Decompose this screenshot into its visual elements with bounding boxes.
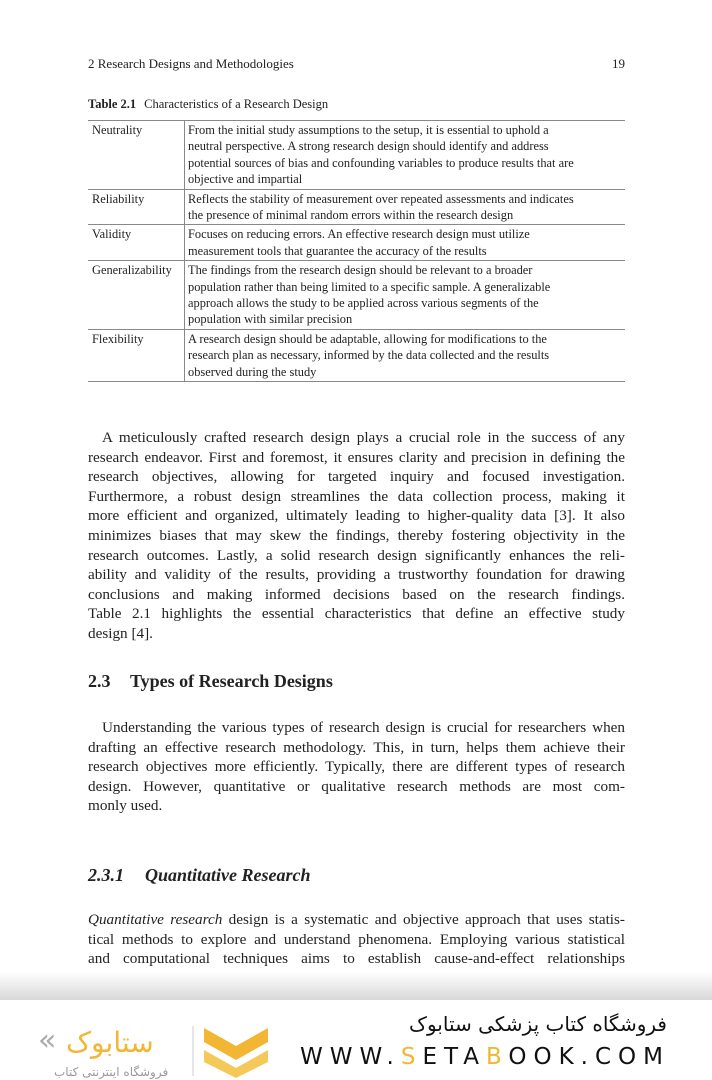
text-line: research outcomes. Lastly, a solid research design significantly enhances the reli- [88, 546, 625, 564]
subsection-heading [88, 865, 311, 886]
text-line: Understanding the various types of research design is crucial for researchers when [102, 719, 625, 736]
running-header-chapter: 2 Research Designs and Methodologies [88, 56, 294, 71]
description-line: From the initial study assumptions to the setup, it is essential to uphold a [188, 123, 549, 137]
paragraph-types-intro [88, 718, 625, 816]
characteristics-table [88, 120, 625, 382]
text-line: drafting an effective research methodology. This, in turn, helps them achieve their [88, 738, 625, 756]
text-line: research objectives, allowing for targeted inquiry and focused investigation. [88, 468, 625, 486]
paragraph-quantitative [88, 910, 625, 969]
text-line: design [4]. [88, 624, 153, 642]
description-line: population with similar precision [188, 312, 353, 327]
description-line: approach allows the study to be applied across various segments of the [188, 296, 539, 311]
characteristic-description [185, 261, 626, 330]
characteristic-description [185, 121, 626, 190]
text-line: minimizes biases that may skew the findings, thereby fostering objectivity in the [88, 526, 625, 544]
description-line: the presence of minimal random errors within the research design [188, 208, 514, 223]
description-line: population rather than being limited to a specific sample. A generalizable [188, 279, 551, 294]
table-title: Characteristics of a Research Design [144, 97, 329, 111]
characteristic-term: Validity [88, 225, 185, 261]
table-row [88, 329, 625, 381]
text-line: monly used. [88, 797, 163, 815]
url-part: S [400, 1044, 423, 1070]
table-caption [88, 97, 328, 112]
text: design is a systematic and objective approach that uses statis- [222, 911, 625, 928]
url-part: OOK.COM [508, 1044, 670, 1070]
table-row [88, 225, 625, 261]
setabook-logo [36, 1020, 276, 1080]
characteristic-description [185, 329, 626, 381]
url-part: WWW. [299, 1044, 401, 1070]
text-line: tical methods to explore and understand phenomena. Employing various statistical [88, 930, 625, 948]
characteristic-term: Flexibility [88, 329, 185, 381]
description-line: A research design should be adaptable, allowing for modifications to the [188, 331, 547, 346]
url-part: ETA [422, 1044, 487, 1070]
characteristic-term: Reliability [88, 189, 185, 225]
table-row [88, 261, 625, 330]
description-line: The findings from the research design should be relevant to a broader [188, 263, 533, 278]
watermark-footer [0, 1000, 712, 1079]
table-row [88, 189, 625, 225]
section-number: 2.3 [88, 671, 111, 691]
paragraph-research-design-role [88, 428, 625, 644]
description-line: potential sources of bias and confounding variables to produce results that are [188, 155, 574, 170]
description-line: observed during the study [188, 364, 317, 379]
table-label: Table 2.1 [88, 97, 137, 111]
characteristic-term: Neutrality [88, 121, 185, 190]
text-line: research objectives more efficiently. Typically, there are different types of research [88, 758, 625, 776]
table-row [88, 121, 625, 190]
page-number: 19 [612, 56, 625, 71]
store-name: فروشگاه کتاب پزشکی ستابوک [409, 1012, 667, 1036]
description-line: measurement tools that guarantee the accuracy of the results [188, 243, 487, 258]
logo-subtitle: فروشگاه اینترنتی کتاب [54, 1065, 169, 1079]
section-title: Types of Research Designs [130, 671, 333, 691]
bottom-fade [0, 972, 712, 1000]
logo-wordmark: ستابوک [66, 1026, 154, 1059]
text-line: ability and validity of the results, providing a trustworthy foundation for drawing [88, 566, 625, 584]
section-heading [88, 671, 333, 692]
description-line: Reflects the stability of measurement over repeated assessments and indicates [188, 191, 574, 206]
term-quantitative-research: Quantitative research [88, 911, 223, 928]
text-line: and computational techniques aims to establish cause-and-effect relationships [88, 950, 625, 968]
text-line: design. However, quantitative or qualitative research methods are most com- [88, 777, 625, 795]
text-line: more efficient and organized, ultimately leading to higher-quality data [3]. It also [88, 507, 625, 525]
description-line: objective and impartial [188, 172, 303, 187]
store-url[interactable] [300, 1044, 670, 1070]
subsection-number: 2.3.1 [88, 865, 124, 885]
text-line: Furthermore, a robust design streamlines the data collection process, making it [88, 487, 625, 505]
logo-chevron-icon: « [38, 1023, 57, 1058]
description-line: neutral perspective. A strong research design should identify and address [188, 139, 549, 154]
text-line: A meticulously crafted research design plays a crucial role in the success of any [102, 429, 625, 446]
text-line: research endeavor. First and foremost, it ensures clarity and precision in defining the [88, 448, 625, 466]
text-line: Table 2.1 highlights the essential characteristics that define an effective study [88, 605, 625, 623]
characteristic-description [185, 189, 626, 225]
logo-chevron-mark [204, 1028, 268, 1060]
description-line: Focuses on reducing errors. An effective research design must utilize [188, 227, 530, 242]
characteristic-description [185, 225, 626, 261]
url-part: B [486, 1044, 509, 1070]
text-line: conclusions and making informed decisions based on the research findings. [88, 585, 625, 603]
subsection-title: Quantitative Research [145, 865, 311, 885]
description-line: research plan as necessary, informed by the data collected and the results [188, 348, 550, 363]
characteristic-term: Generalizability [88, 261, 185, 330]
